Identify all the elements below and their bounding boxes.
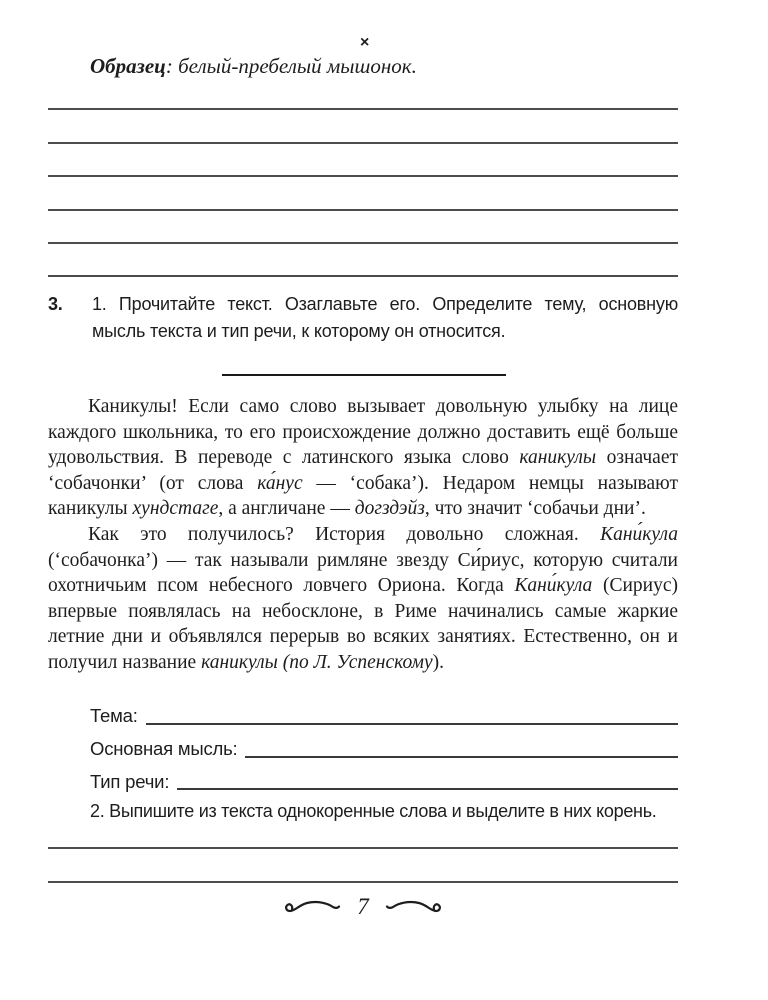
italic-term: каникулы (по Л. Успенскому: [201, 651, 433, 673]
sample-marked-word-text: мышонок.: [326, 54, 417, 78]
italic-term: Кани́кула: [514, 575, 593, 597]
italic-term: каникулы: [519, 447, 597, 469]
writing-line: [48, 211, 678, 244]
text-run: — ‘собака’). Недаром немцы называют каникулы: [48, 472, 678, 520]
tema-label: Тема:: [90, 705, 138, 727]
text-run: , а англичане —: [218, 498, 355, 520]
italic-term: догздэйз: [354, 498, 425, 520]
sample-line: [90, 34, 417, 79]
tip-rechi-label: Тип речи:: [90, 771, 170, 793]
form-row-tip-rechi: [90, 760, 678, 793]
tema-blank-line: [146, 723, 678, 725]
writing-line: [48, 177, 678, 210]
text-run: (‘собачонка’) — так называли римляне звезду Си́риус, которую считали охотничьим псом небесного ловчего Ориона. Когда: [48, 549, 678, 597]
page-footer: [48, 894, 678, 920]
italic-term: Кани́кула: [600, 523, 678, 545]
exercise-number: 3.: [48, 294, 63, 314]
text-run: Как это получилось? История довольно сложная.: [88, 523, 601, 545]
osnovnaya-mysl-label: Основная мысль:: [90, 738, 238, 760]
text-paragraph-2: [48, 522, 678, 676]
text-run: , что значит ‘собачьи дни’.: [424, 498, 646, 520]
writing-line: [48, 77, 678, 110]
task2-instruction: 2. Выпишите из текста однокоренные слова и выделите в них корень.: [90, 801, 657, 821]
tip-rechi-blank-line: [177, 788, 678, 790]
osnovnaya-mysl-blank-line: [245, 756, 678, 758]
sample-separator: :: [165, 54, 179, 78]
sample-text: белый-пребелый: [178, 54, 327, 78]
text-run: ).: [432, 651, 444, 673]
page-number: 7: [357, 894, 369, 919]
answer-lines-top: [48, 77, 678, 277]
sample-marked-word: [326, 34, 417, 79]
text-run: Каникулы! Если само слово вызывает довольную улыбку на лице каждого школьника, то его происхождение должно доставить ещё больше удовольствия. В переводе с латинского языка слово: [48, 396, 678, 469]
text-run: (Сириус) впервые появлялась на небосклоне, в Риме начинались самые жаркие летние дни и объявлялся перерыв во всяких занятиях. Естественно, он и получил название: [48, 575, 678, 673]
writing-line: [48, 244, 678, 277]
answer-form: [90, 694, 678, 792]
form-row-tema: [90, 694, 678, 727]
sample-label: Образец: [90, 54, 166, 78]
flourish-icon-left: [283, 897, 341, 917]
form-row-osnovnaya-mysl: [90, 727, 678, 760]
writing-line: [48, 110, 678, 143]
italic-term: хундстаге: [132, 498, 219, 520]
writing-line: [48, 849, 678, 882]
writing-line: [48, 816, 678, 849]
reading-text: [48, 394, 678, 676]
answer-lines-bottom: [48, 816, 678, 883]
title-blank-line: [222, 374, 506, 376]
text-run: означает ‘собачонки’ (от слова: [48, 447, 678, 494]
writing-line: [48, 144, 678, 177]
flourish-icon-right: [385, 897, 443, 917]
task1-instruction: 1. Прочитайте текст. Озаглавьте его. Определите тему, основную мысль текста и тип речи, к которому он относится.: [92, 294, 678, 341]
italic-term: ка́нус: [257, 472, 303, 494]
head-word-mark: ×: [359, 34, 370, 51]
text-paragraph-1: [48, 394, 678, 522]
exercise-heading: [48, 291, 678, 345]
